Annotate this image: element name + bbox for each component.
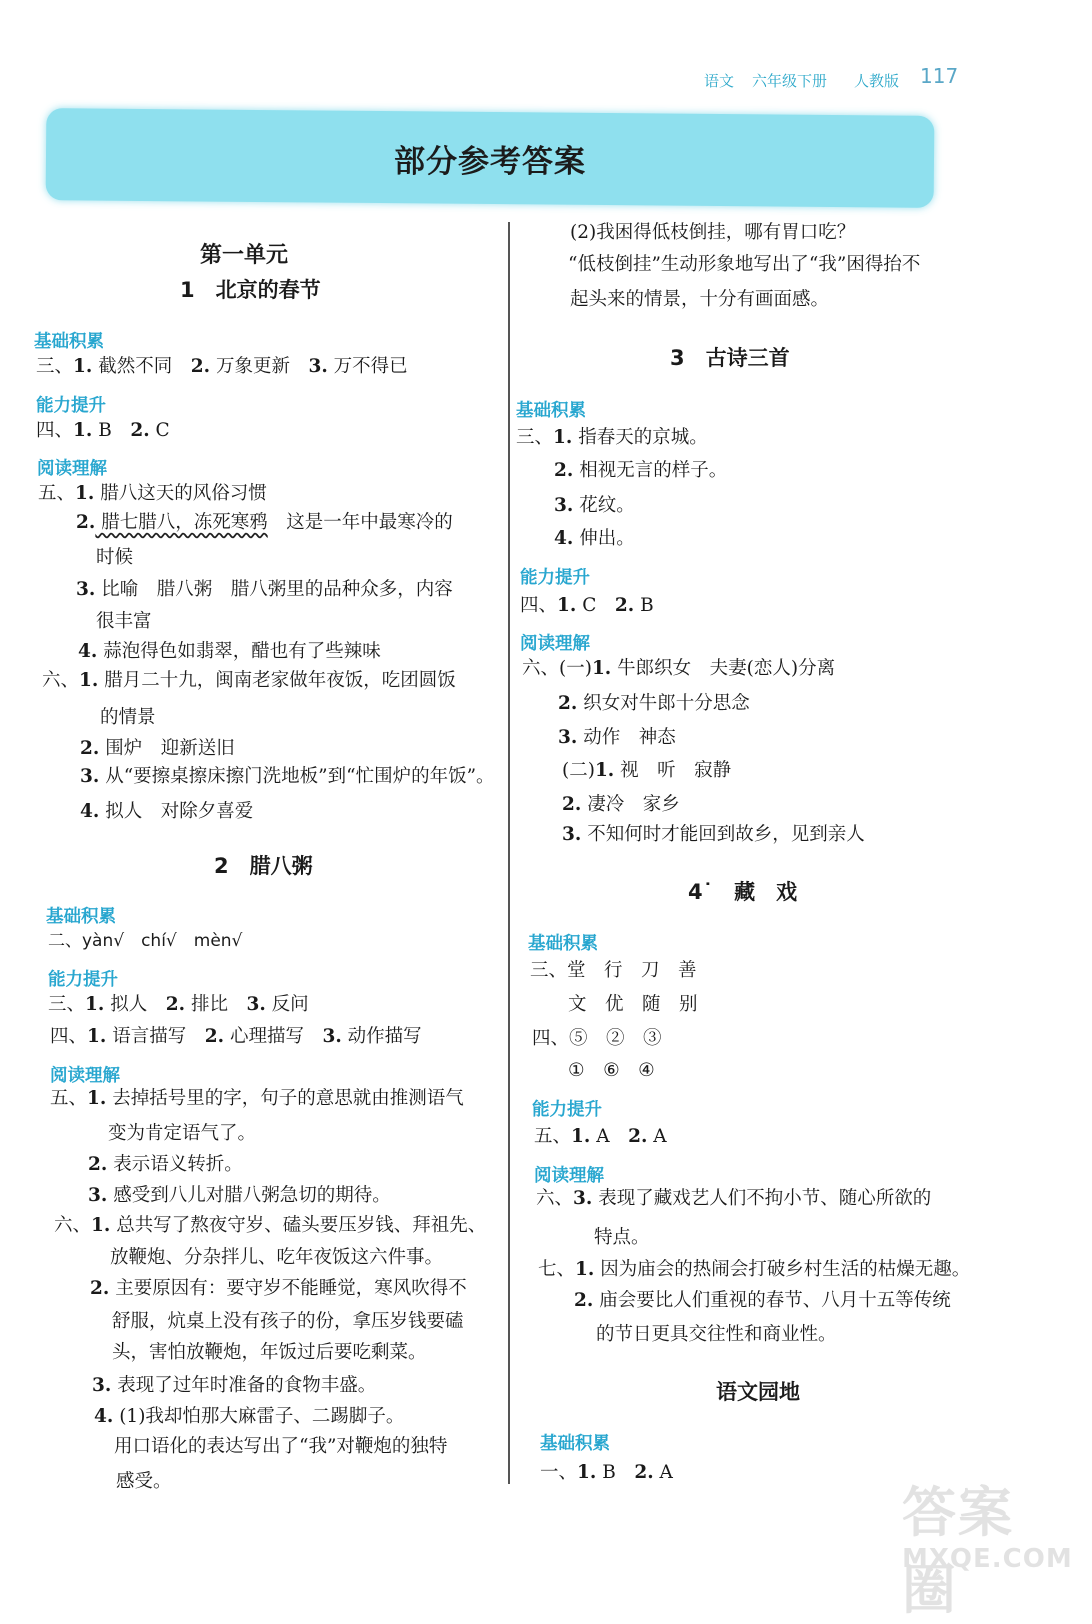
answer-line: 四、1. B 2. C [36,420,170,441]
watermark-url: MXQE.COM [902,1544,1073,1574]
answer-line: 六、3. 表现了藏戏艺人们不拘小节、随心所欲的 [536,1188,932,1209]
section-heading: 基础积累 [540,1434,610,1454]
section-heading: 阅读理解 [520,634,590,654]
unit-title: 第一单元 [200,243,289,268]
answer-line: 放鞭炮、分杂拌儿、吃年夜饭这六件事。 [110,1247,444,1268]
answer-line: 的节日更具交往性和商业性。 [596,1324,837,1345]
watermark-logo: 答案圈 [902,1481,1014,1621]
answer-line: 2. 腊七腊八，冻死寒鸦 这是一年中最寒冷的 [76,512,453,533]
section-heading: 能力提升 [532,1100,602,1120]
answer-line: 2. 凄冷 家乡 [562,794,680,815]
answer-line: 时候 [96,547,134,568]
answer-line: 五、1. 腊八这天的风俗习惯 [38,483,267,504]
answer-line: 3. 表现了过年时准备的食物丰盛。 [92,1375,377,1396]
answer-line: 五、1. 去掉括号里的字，句子的意思就由推测语气 [50,1088,464,1109]
answer-line: 3. 花纹。 [554,495,635,516]
lesson-title: 3 古诗三首 [670,346,790,370]
lesson-title: 2 腊八粥 [214,854,313,878]
answer-line: 4. 蒜泡得色如翡翠，醋也有了些辣味 [78,641,381,662]
answer-line: 六、1. 总共写了熬夜守岁、磕头要压岁钱、拜祖先、 [54,1215,487,1236]
answer-line: 二、yàn√ chí√ mèn√ [48,931,243,951]
answer-line: 3. 不知何时才能回到故乡，见到亲人 [562,824,865,845]
answer-line: 2. 织女对牛郎十分思念 [558,693,750,714]
answer-line: “低枝倒挂”生动形象地写出了“我”困得抬不 [568,254,921,275]
answer-line: 四、1. 语言描写 2. 心理描写 3. 动作描写 [50,1026,422,1047]
column-divider [508,222,510,1484]
section-heading: 阅读理解 [534,1166,604,1186]
answer-line: (二)1. 视 听 寂静 [562,760,732,781]
answer-line: 3. 感受到八儿对腊八粥急切的期待。 [88,1185,391,1206]
page-number: 117 [920,64,959,88]
answer-line: 3. 动作 神态 [558,727,676,748]
answer-line: 三、1. 拟人 2. 排比 3. 反问 [48,994,309,1015]
answer-line: 五、1. A 2. A [534,1126,667,1147]
answer-line: 四、⑤ ② ③ [532,1028,662,1049]
answer-line: 4. (1)我却怕那大麻雷子、二踢脚子。 [94,1406,405,1427]
answer-line: 一、1. B 2. A [540,1462,673,1483]
section-heading: 阅读理解 [37,459,107,479]
answer-line: 变为肯定语气了。 [108,1123,257,1144]
header-edition: 人教版 [854,72,900,90]
answer-line: 起头来的情景，十分有画面感。 [570,289,830,310]
answer-line: 六、1. 腊月二十九，闽南老家做年夜饭，吃团圆饭 [42,670,456,691]
answer-line: 4. 拟人 对除夕喜爱 [80,801,254,822]
answer-line: 2. 庙会要比人们重视的春节、八月十五等传统 [574,1290,951,1311]
answer-line: 七、1. 因为庙会的热闹会打破乡村生活的枯燥无趣。 [538,1259,971,1280]
answer-line: 3. 从“要擦桌擦床擦门洗地板”到“忙围炉的年饭”。 [80,766,495,787]
answer-line: 感受。 [116,1471,172,1492]
header-grade: 六年级下册 [752,72,828,90]
answer-line: 特点。 [594,1227,650,1248]
section-heading: 基础积累 [34,332,104,352]
section-heading: 能力提升 [36,396,106,416]
page-title: 部分参考答案 [394,144,586,180]
answer-line: 3. 比喻 腊八粥 腊八粥里的品种众多，内容 [76,579,453,600]
answer-line: 4. 伸出。 [554,528,635,549]
answer-line: 2. 相视无言的样子。 [554,460,728,481]
section-heading: 基础积累 [516,401,586,421]
answer-line: 2. 围炉 迎新送旧 [80,738,235,759]
section-heading: 基础积累 [528,934,598,954]
answer-line: 四、1. C 2. B [520,595,654,616]
answer-line: 2. 主要原因有：要守岁不能睡觉，寒风吹得不 [90,1278,467,1299]
header-subject: 语文 [704,72,735,90]
section-heading: 阅读理解 [50,1066,120,1086]
section-heading: 基础积累 [46,907,116,927]
answer-line: ① ⑥ ④ [568,1060,655,1081]
answer-line: 用口语化的表达写出了“我”对鞭炮的独特 [114,1436,448,1457]
lesson-title: 语文园地 [716,1380,800,1404]
answer-line: 文 优 随 别 [568,994,698,1015]
answer-line: 三、堂 行 刀 善 [530,960,697,981]
answer-line: 三、1. 截然不同 2. 万象更新 3. 万不得已 [36,356,408,377]
page-header [704,64,964,92]
answer-line: 2. 表示语义转折。 [88,1154,243,1175]
watermark [896,1470,1073,1621]
answer-line: 头，害怕放鞭炮，年饭过后要吃剩菜。 [112,1342,427,1363]
answer-line: 舒服，炕桌上没有孩子的份，拿压岁钱要磕 [112,1311,464,1332]
answer-line: 很丰富 [96,611,152,632]
answer-line: 三、1. 指春天的京城。 [516,427,708,448]
answer-line: 的情景 [100,707,156,728]
answer-line: 六、(一)1. 牛郎织女 夫妻(恋人)分离 [522,658,836,679]
answer-line: (2)我困得低枝倒挂，哪有胃口吃？ [570,222,856,243]
lesson-title: 1 北京的春节 [180,278,321,302]
lesson-title: 4˙ 藏 戏 [688,880,798,904]
section-heading: 能力提升 [48,970,118,990]
section-heading: 能力提升 [520,568,590,588]
